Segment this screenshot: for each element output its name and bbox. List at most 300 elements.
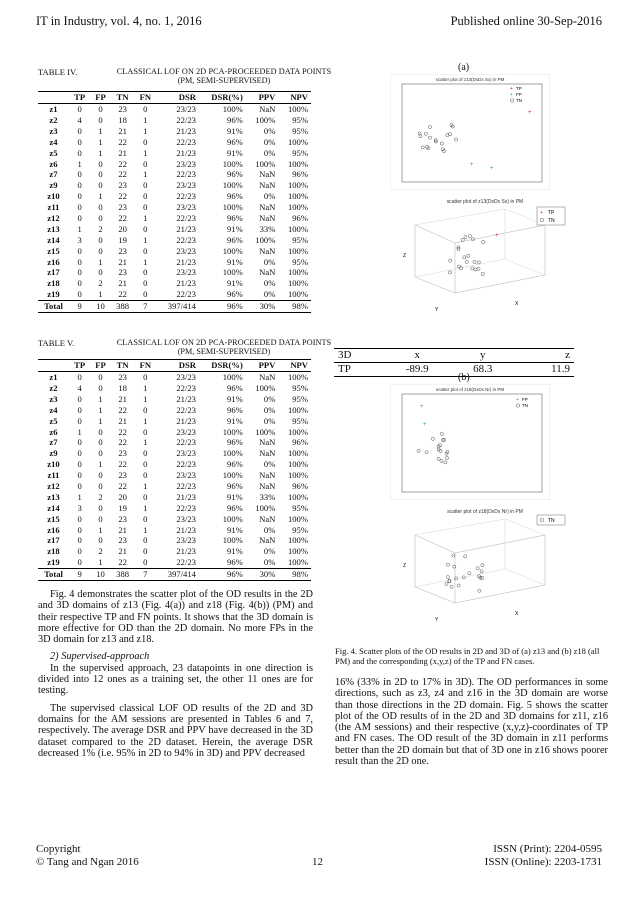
scatter-3d-a	[395, 195, 575, 330]
table-cell: 0%	[263, 546, 276, 557]
column-header: TP	[69, 92, 90, 104]
table-cell: 21	[118, 546, 127, 557]
table-cell: z10	[47, 459, 60, 470]
table-cell: 96%	[227, 557, 243, 568]
table-cell: 2	[98, 491, 103, 502]
table-cell: z19	[47, 289, 60, 300]
table-cell: 0	[77, 535, 82, 546]
table-cell: z1	[49, 372, 58, 383]
table-cell: 0	[98, 212, 103, 223]
table-total-row	[38, 300, 311, 312]
table-row	[38, 481, 311, 492]
table-cell: 100%	[222, 267, 243, 278]
table-cell: 0	[77, 546, 82, 557]
table-row	[38, 235, 311, 246]
table-cell: NaN	[259, 480, 276, 491]
table-cell: 100%	[222, 158, 243, 169]
table-cell: 3	[77, 234, 82, 245]
table-cell: 1	[77, 223, 82, 234]
table-cell: 96%	[227, 480, 243, 491]
table-cell: z11	[47, 202, 60, 213]
column-header: DSR(%)	[199, 360, 246, 372]
tn-point	[453, 565, 456, 568]
table-cell: 10	[90, 568, 111, 580]
table-cell: 100%	[287, 223, 308, 234]
table-cell: z13	[47, 491, 60, 502]
table-cell: 0	[143, 535, 148, 546]
table-cell: 22/23	[176, 114, 196, 125]
table-cell: Total	[38, 300, 69, 312]
tn-point	[457, 265, 460, 268]
table-cell: 1	[143, 114, 148, 125]
tn-point	[459, 267, 462, 270]
footer-copyright: Copyright	[36, 843, 81, 855]
table-cell: 100%	[287, 491, 308, 502]
table-cell: 1	[98, 415, 103, 426]
table-cell: 98%	[278, 300, 311, 312]
table-cell: 0	[143, 470, 148, 481]
tn-point	[478, 589, 481, 592]
table-header-row	[38, 92, 311, 104]
column-header: DSR(%)	[199, 92, 246, 104]
scatter-3d-b	[395, 505, 575, 640]
table-cell: 100%	[222, 372, 243, 383]
table-cell: 23/23	[176, 180, 196, 191]
table-cell: 95%	[292, 234, 308, 245]
table-cell: 95%	[292, 114, 308, 125]
table-cell: 23/23	[176, 267, 196, 278]
table-row	[38, 256, 311, 267]
table-cell: z16	[47, 524, 60, 535]
table-cell: 23	[118, 513, 127, 524]
column-header	[38, 360, 69, 372]
table-cell: 388	[111, 300, 135, 312]
table-cell: 91%	[227, 546, 243, 557]
table-cell: 3D	[334, 349, 382, 363]
table-cell: 2	[98, 223, 103, 234]
paragraph: In the supervised approach, 23 datapoints in one direction is divided into 12 ones as a training set, the other 11 ones are for testing.	[38, 662, 313, 697]
table-row	[38, 103, 311, 114]
panel-a-label: (a)	[458, 62, 470, 73]
table-cell: 23/23	[176, 535, 196, 546]
table-cell: 22	[118, 191, 127, 202]
table-cell: 0	[98, 158, 103, 169]
table-cell: 0	[143, 278, 148, 289]
table-cell: 23	[118, 267, 127, 278]
table-cell: 0	[77, 372, 82, 383]
table-cell: 21	[118, 256, 127, 267]
table-cell: 0%	[263, 147, 276, 158]
legend-tn: TN	[548, 218, 555, 224]
table-cell: 96%	[227, 459, 243, 470]
table-cell: 21/23	[176, 524, 196, 535]
table-cell: 0	[143, 404, 148, 415]
table-cell: 33%	[259, 491, 276, 502]
table-row	[38, 202, 311, 213]
plot-title: scatter plot of z13(DxDx Sx) in PM	[435, 77, 505, 82]
table-cell: 0	[143, 202, 148, 213]
fp-point: +	[423, 422, 427, 428]
table-cell: 0	[77, 448, 82, 459]
paragraph: The supervised classical LOF OD results of the 2D and 3D domains for the AM sessions are presented in Tables 6 and 7, respectively. The average DSR and PPV have decreased in the 3D dataset compared to the 2D dataset. Herein, the average DSR decreased 1% (i.e. 95% in 2D to 94% in 3D) and PPV decreased	[38, 702, 313, 759]
table-cell: 22/23	[176, 191, 196, 202]
table-cell: 18	[118, 114, 127, 125]
table-cell: NaN	[259, 169, 276, 180]
table-cell: y	[452, 349, 513, 363]
table-cell: 100%	[222, 535, 243, 546]
table-cell: 0%	[263, 125, 276, 136]
table-cell: 100%	[255, 158, 276, 169]
table-cell: z17	[47, 267, 60, 278]
table-cell: 22/23	[176, 557, 196, 568]
table-cell: 1	[143, 480, 148, 491]
table-cell: 0	[77, 437, 82, 448]
table-cell: 0	[77, 256, 82, 267]
table-cell: 21/23	[176, 147, 196, 158]
section-heading: 2) Supervised-approach	[50, 651, 150, 663]
table-cell: 100%	[255, 502, 276, 513]
tn-point	[445, 582, 448, 585]
table-cell: 96%	[227, 404, 243, 415]
table-cell: 23/23	[176, 513, 196, 524]
table-cell: 1	[143, 169, 148, 180]
table-cell: z5	[49, 147, 58, 158]
table-cell: 96%	[227, 136, 243, 147]
table-cell: 0	[143, 245, 148, 256]
table-cell: 21/23	[176, 223, 196, 234]
table-row	[38, 147, 311, 158]
table-cell: NaN	[259, 267, 276, 278]
table-row	[38, 459, 311, 470]
table-cell: NaN	[259, 212, 276, 223]
table-row	[38, 394, 311, 405]
table-cell: 21/23	[176, 256, 196, 267]
table-cell: 100%	[222, 448, 243, 459]
table-cell: 100%	[287, 557, 308, 568]
table-row	[38, 492, 311, 503]
table-cell: 0	[98, 234, 103, 245]
table-cell: 23	[118, 202, 127, 213]
column-header: FP	[90, 92, 111, 104]
table-row	[38, 470, 311, 481]
table-cell: 23	[118, 470, 127, 481]
table4-subtitle: (PM, SEMI-SUPERVISED)	[177, 76, 271, 85]
table-cell: 0%	[263, 136, 276, 147]
table-cell: 0	[77, 169, 82, 180]
legend-tn: TN	[522, 403, 528, 408]
table-cell: 1	[98, 191, 103, 202]
table-cell: Total	[38, 568, 69, 580]
fp-point: +	[470, 162, 474, 168]
table-row	[38, 524, 311, 535]
table-cell: z10	[47, 191, 60, 202]
table-cell: 100%	[287, 278, 308, 289]
table-cell: 0	[98, 470, 103, 481]
table-cell: 0	[143, 267, 148, 278]
table-cell: 18	[118, 382, 127, 393]
table-cell: 0	[98, 114, 103, 125]
table-cell: 96%	[292, 212, 308, 223]
table-cell: 91%	[227, 147, 243, 158]
table-row	[38, 191, 311, 202]
body-text-left	[38, 589, 313, 759]
table-cell: 1	[143, 256, 148, 267]
table-cell: 1	[143, 502, 148, 513]
table-cell: 0	[77, 459, 82, 470]
table-cell: 30%	[246, 300, 279, 312]
table-cell: 91%	[227, 415, 243, 426]
table-cell: 23	[118, 180, 127, 191]
column-header: NPV	[278, 360, 311, 372]
table-row	[38, 383, 311, 394]
table-cell: 0	[143, 546, 148, 557]
table-cell: NaN	[259, 104, 276, 115]
table-cell: 22	[118, 459, 127, 470]
tn-point	[457, 584, 460, 587]
table-cell: 100%	[222, 202, 243, 213]
tn-point	[449, 271, 452, 274]
table-cell: 11.9	[513, 363, 574, 377]
table-cell: 100%	[222, 513, 243, 524]
table-cell: 96%	[227, 502, 243, 513]
legend-tn: TN	[548, 518, 555, 524]
table-cell: 4	[77, 114, 82, 125]
table-cell: 21/23	[176, 125, 196, 136]
table-cell: 0	[77, 136, 82, 147]
table-cell: 22/23	[176, 459, 196, 470]
table-cell: 23/23	[176, 245, 196, 256]
column-header: TN	[111, 92, 135, 104]
table-cell: 0	[77, 524, 82, 535]
table-cell: 1	[143, 524, 148, 535]
table-cell: 23/23	[176, 426, 196, 437]
fp-point: +	[490, 166, 494, 172]
table-cell: 19	[118, 234, 127, 245]
table-cell: z3	[49, 393, 58, 404]
table-cell: 22	[118, 426, 127, 437]
table-cell: 100%	[222, 104, 243, 115]
table-cell: 0	[98, 104, 103, 115]
table-cell: 22/23	[176, 502, 196, 513]
table-cell: 22	[118, 158, 127, 169]
table-cell: 1	[98, 404, 103, 415]
table-cell: 33%	[259, 223, 276, 234]
table-cell: 19	[118, 502, 127, 513]
table-cell: 1	[143, 212, 148, 223]
tn-point	[450, 585, 453, 588]
table-cell: 96%	[292, 480, 308, 491]
table-cell: z9	[49, 448, 58, 459]
table-cell: 30%	[246, 568, 279, 580]
table-cell: 100%	[287, 267, 308, 278]
tn-point	[473, 260, 476, 263]
table-cell: 0	[98, 513, 103, 524]
table-row	[38, 126, 311, 137]
table-row	[334, 363, 574, 377]
table-cell: 96%	[227, 234, 243, 245]
table-cell: 0%	[263, 524, 276, 535]
scatter-2d-a	[390, 74, 550, 190]
plot-title: scatter plot of z18(DxDx Nr) in PM	[447, 509, 523, 515]
tn-point	[446, 563, 449, 566]
table-cell: z19	[47, 557, 60, 568]
tp-coordinates-table	[334, 348, 574, 377]
table-cell: 96%	[227, 212, 243, 223]
tn-point	[449, 259, 452, 262]
table-cell: z6	[49, 158, 58, 169]
table-cell: 0	[143, 180, 148, 191]
table-cell: 0	[143, 491, 148, 502]
fp-point: +	[420, 404, 424, 410]
table-cell: z2	[49, 114, 58, 125]
table-cell: 0%	[263, 393, 276, 404]
table-cell: 100%	[287, 191, 308, 202]
table-cell: 91%	[227, 524, 243, 535]
table-cell: 1	[143, 234, 148, 245]
legend-fp: FP	[516, 92, 522, 97]
table-cell: 1	[98, 289, 103, 300]
table-cell: 0%	[263, 289, 276, 300]
column-header: NPV	[278, 92, 311, 104]
table-cell: 22	[118, 437, 127, 448]
tn-point	[468, 572, 471, 575]
tn-point	[464, 555, 467, 558]
table-cell: 91%	[227, 491, 243, 502]
column-header: FN	[134, 92, 156, 104]
table-cell: 100%	[287, 289, 308, 300]
table-cell: 23	[118, 372, 127, 383]
table-cell: 96%	[227, 437, 243, 448]
tn-point	[474, 268, 477, 271]
table-cell: 2	[98, 278, 103, 289]
table-cell: 21	[118, 147, 127, 158]
tp-point: +	[528, 110, 532, 116]
table-cell: 0	[143, 426, 148, 437]
table-cell: 0%	[263, 191, 276, 202]
footer-authors: © Tang and Ngan 2016	[36, 856, 139, 868]
table-cell: 100%	[222, 245, 243, 256]
table-cell: 0	[143, 104, 148, 115]
table-cell: 10	[90, 300, 111, 312]
table-cell: 68.3	[452, 363, 513, 377]
table-cell: 96%	[199, 300, 246, 312]
table-row	[38, 448, 311, 459]
table-cell: 100%	[287, 136, 308, 147]
table4	[38, 91, 311, 313]
table-cell: z18	[47, 546, 60, 557]
tn-point	[480, 570, 483, 573]
tn-point	[471, 267, 474, 270]
fp-marker-icon: +	[516, 397, 519, 403]
axis-label-z: Z	[403, 253, 407, 259]
scatter-2d-b	[390, 384, 550, 500]
table-cell: 100%	[287, 459, 308, 470]
table-cell: 0	[98, 372, 103, 383]
table-row	[38, 405, 311, 416]
legend-fp: FP	[522, 397, 528, 402]
table-cell: z14	[47, 234, 60, 245]
axis-label-y: Y	[435, 617, 439, 623]
table-cell: 100%	[222, 470, 243, 481]
table-cell: 1	[98, 256, 103, 267]
legend-tp: TP	[548, 210, 555, 216]
table-cell: 22	[118, 404, 127, 415]
table-cell: 0	[77, 513, 82, 524]
issn-online: ISSN (Online): 2203-1731	[484, 856, 602, 868]
table-cell: 98%	[278, 568, 311, 580]
column-header: TP	[69, 360, 90, 372]
table-cell: 0	[98, 426, 103, 437]
table-cell: 0	[143, 158, 148, 169]
table-cell: z1	[49, 104, 58, 115]
table-cell: 23/23	[176, 104, 196, 115]
tn-point	[463, 256, 466, 259]
table-cell: 91%	[227, 256, 243, 267]
table-cell: 1	[77, 426, 82, 437]
table-cell: 2	[98, 546, 103, 557]
table-row	[38, 371, 311, 382]
table-cell: 91%	[227, 223, 243, 234]
table-cell: 21	[118, 125, 127, 136]
table-cell: 1	[143, 437, 148, 448]
table-cell: 4	[77, 382, 82, 393]
table-cell: TP	[334, 363, 382, 377]
table-cell: 1	[77, 491, 82, 502]
table-cell: 22/23	[176, 289, 196, 300]
table-cell: 0	[143, 191, 148, 202]
table-cell: 22	[118, 136, 127, 147]
table-cell: 1	[77, 158, 82, 169]
table-cell: 22	[118, 557, 127, 568]
table-cell: NaN	[259, 513, 276, 524]
table-cell: 100%	[287, 104, 308, 115]
table-row	[38, 267, 311, 278]
table-cell: 100%	[287, 202, 308, 213]
table-header-row	[334, 349, 574, 363]
table-cell: NaN	[259, 470, 276, 481]
table-cell: 21/23	[176, 546, 196, 557]
column-header: DSR	[156, 360, 199, 372]
table-cell: z12	[47, 212, 60, 223]
table-cell: 0	[77, 147, 82, 158]
table-cell: 21/23	[176, 393, 196, 404]
table5-subtitle: (PM, SEMI-SUPERVISED)	[177, 347, 271, 356]
table-row	[38, 415, 311, 426]
table-cell: 100%	[287, 245, 308, 256]
table-cell: 0	[143, 557, 148, 568]
table5-label: TABLE V.	[38, 338, 75, 348]
table-cell: 0%	[263, 459, 276, 470]
table-cell: 9	[69, 568, 90, 580]
journal-header: IT in Industry, vol. 4, no. 1, 2016	[36, 14, 202, 28]
tn-point	[465, 260, 468, 263]
table-cell: 95%	[292, 415, 308, 426]
table-cell: 1	[98, 459, 103, 470]
table-cell: 0	[143, 513, 148, 524]
table-cell: z15	[47, 245, 60, 256]
column-header: PPV	[246, 360, 279, 372]
table-cell: 23/23	[176, 158, 196, 169]
table-cell: 91%	[227, 278, 243, 289]
table-cell: 0	[98, 535, 103, 546]
table-cell: 1	[143, 382, 148, 393]
table-cell: 0	[77, 278, 82, 289]
table-cell: 100%	[287, 513, 308, 524]
table-cell: z13	[47, 223, 60, 234]
table-cell: 0	[98, 502, 103, 513]
table-cell: 21/23	[176, 278, 196, 289]
tn-point	[481, 564, 484, 567]
